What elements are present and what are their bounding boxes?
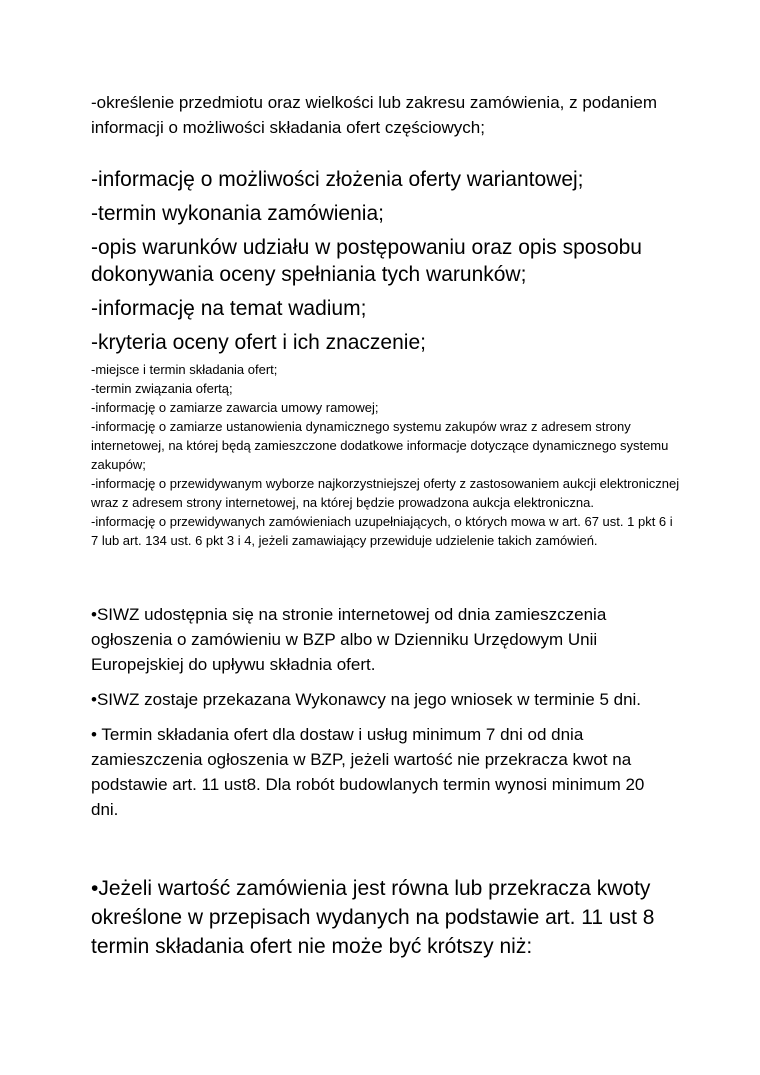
list-item: -informację o przewidywanych zamówieniach uzupełniających, o których mowa w art. 67 ust. 1 pkt 6 i 7 lub art. 134 ust. 6 pkt 3 i 4, jeżeli zamawiający przewiduje udzielenie takich zamówień. [91, 514, 673, 548]
bullet-paragraph: •SIWZ udostępnia się na stronie internetowej od dnia zamieszczenia ogłoszenia o zamówieniu w BZP albo w Dzienniku Urzędowym Unii Europejskiej do upływu składnia ofert. [91, 605, 607, 674]
intro-paragraph: -określenie przedmiotu oraz wielkości lub zakresu zamówienia, z podaniem informacji o możliwości składania ofert częściowych; [91, 93, 657, 137]
siwz-bullets [91, 602, 671, 832]
list-item: -informację o zamiarze zawarcia umowy ramowej; [91, 400, 379, 415]
list-item: -informację o przewidywanym wyborze najkorzystniejszej oferty z zastosowaniem aukcji elektronicznej wraz z adresem strony internetowej, na której będzie prowadzona aukcja elektroniczna. [91, 476, 680, 510]
list-item: -opis warunków udziału w postępowaniu oraz opis sposobu dokonywania oceny spełniania tych warunków; [91, 236, 642, 286]
large-requirements-list [91, 166, 681, 363]
list-item: -informację o możliwości złożenia oferty wariantowej; [91, 168, 584, 191]
small-requirements-list [91, 360, 681, 550]
bullet-paragraph: •SIWZ zostaje przekazana Wykonawcy na jego wniosek w terminie 5 dni. [91, 690, 642, 709]
list-item: -informację o zamiarze ustanowienia dynamicznego systemu zakupów wraz z adresem strony internetowej, na której będą zamieszczone dodatkowe informacje dotyczące dynamicznego systemu zakupów; [91, 419, 669, 472]
list-item: -informację na temat wadium; [91, 297, 367, 320]
list-item: -miejsce i termin składania ofert; [91, 362, 278, 377]
final-paragraph: •Jeżeli wartość zamówienia jest równa lub przekracza kwoty określone w przepisach wydanych na podstawie art. 11 ust 8 termin składania ofert nie może być krótszy niż: [91, 877, 655, 958]
list-item: -kryteria oceny ofert i ich znaczenie; [91, 331, 426, 354]
list-item: -termin związania ofertą; [91, 381, 233, 396]
list-item: -termin wykonania zamówienia; [91, 202, 384, 225]
bullet-paragraph: • Termin składania ofert dla dostaw i usług minimum 7 dni od dnia zamieszczenia ogłoszenia w BZP, jeżeli wartość nie przekracza kwot na podstawie art. 11 ust8. Dla robót budowlanych termin wynosi minimum 20 dni. [91, 725, 645, 819]
